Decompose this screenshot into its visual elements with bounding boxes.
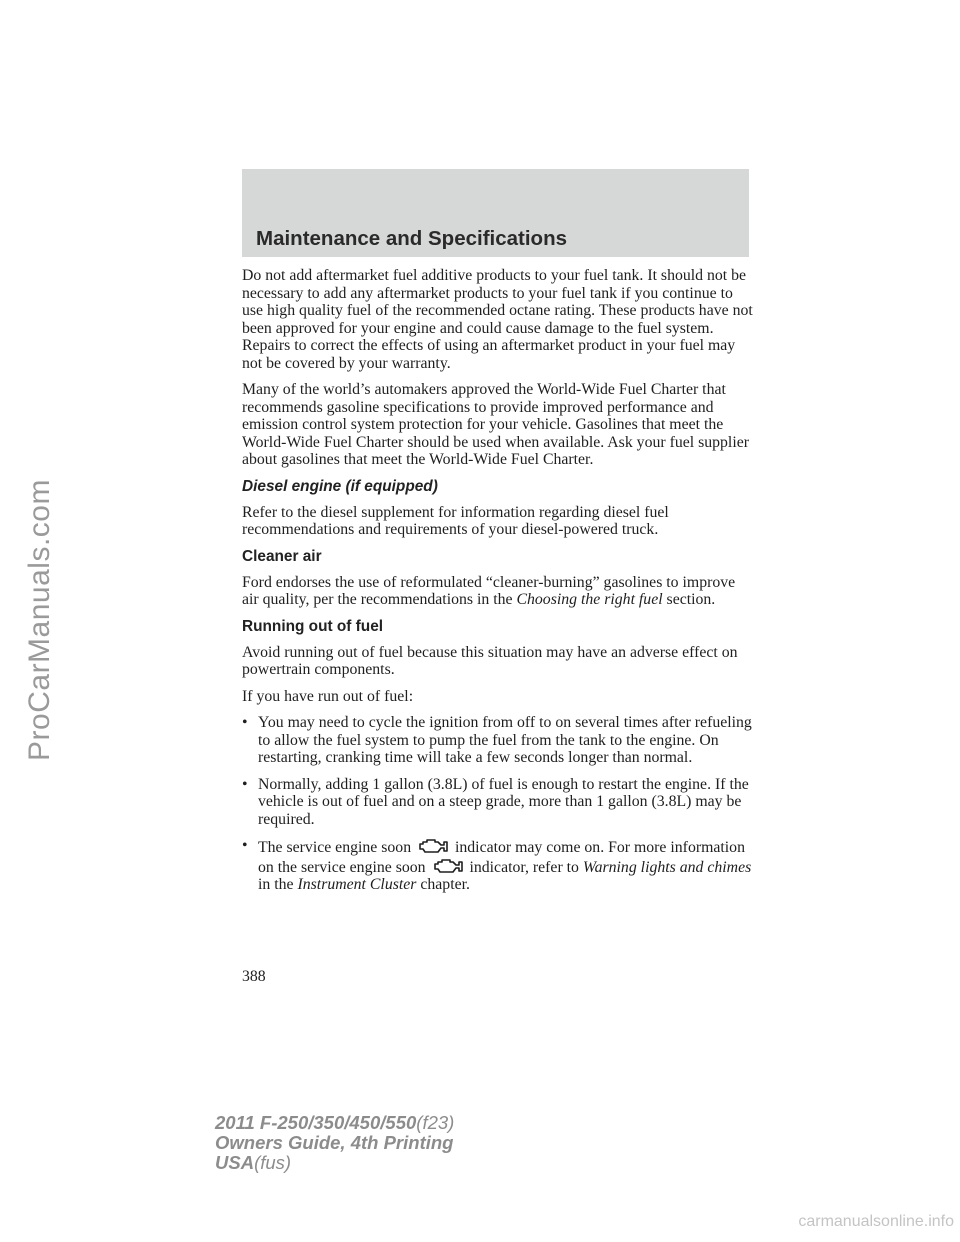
side-watermark bbox=[0, 0, 60, 1242]
heading-diesel-engine: Diesel engine (if equipped) bbox=[242, 477, 438, 495]
paragraph-cleaner-air bbox=[242, 574, 754, 609]
heading-running-out: Running out of fuel bbox=[242, 617, 384, 635]
footer-line-region bbox=[215, 1153, 454, 1173]
bullet-list bbox=[242, 714, 754, 894]
bottom-watermark: carmanualsonline.info bbox=[798, 1213, 954, 1230]
page-content bbox=[242, 267, 754, 903]
page-number: 388 bbox=[242, 968, 266, 985]
footer-model-code: (f23) bbox=[416, 1112, 455, 1133]
footer-line-printing: Owners Guide, 4th Printing bbox=[215, 1132, 454, 1153]
cleaner-air-tail: section. bbox=[666, 591, 716, 608]
list-item bbox=[242, 837, 754, 894]
warning-lights-reference: Warning lights and chimes bbox=[582, 858, 752, 876]
bullet-marker: • bbox=[242, 837, 248, 854]
paragraph-diesel: Refer to the diesel supplement for information regarding diesel fuel recommendations and requirements of your diesel-powered truck. bbox=[242, 503, 669, 538]
choosing-fuel-reference: Choosing the right fuel bbox=[516, 591, 663, 608]
paragraph-additives: Do not add aftermarket fuel additive products to your fuel tank. It should not be necessary to add any aftermarket products to your fuel tank if you continue to use high quality fuel of the recommended octane rating. These products have not been approved for your engine and could cause damage to the fuel system. Repairs to correct the effects of using an aftermarket product in your fuel may not be covered by your warranty. bbox=[242, 267, 753, 372]
side-watermark-text: ProCarManuals.com bbox=[23, 479, 56, 761]
check-engine-icon bbox=[432, 857, 464, 875]
section-title: Maintenance and Specifications bbox=[256, 227, 567, 250]
instrument-cluster-reference: Instrument Cluster bbox=[297, 876, 417, 893]
footer-region: USA bbox=[215, 1152, 255, 1173]
footer-region-code: (fus) bbox=[254, 1152, 292, 1173]
bullet-text-service-c: indicator, refer to bbox=[469, 858, 579, 876]
heading-cleaner-air: Cleaner air bbox=[242, 547, 322, 565]
cleaner-air-text: Ford endorses the use of reformulated “cleaner-burning” gasolines to improve air quality, per the recommendations in the bbox=[242, 573, 736, 608]
footer-edition-info bbox=[215, 1113, 454, 1173]
check-engine-icon bbox=[417, 837, 449, 855]
bullet-text-service-e: chapter. bbox=[420, 876, 470, 893]
footer-line-model bbox=[215, 1113, 454, 1133]
footer-model: 2011 F-250/350/450/550 bbox=[215, 1112, 417, 1133]
paragraph-fuel-charter: Many of the world’s automakers approved the World-Wide Fuel Charter that recommends gasoline specifications to provide improved performance and emission control system protection for your vehicle. Gasolines that meet the World-Wide Fuel Charter should be used when available. Ask your fuel supplier about gasolines that meet the World-Wide Fuel Charter. bbox=[242, 381, 749, 468]
bullet-text-gallon: Normally, adding 1 gallon (3.8L) of fuel is enough to restart the engine. If the vehicle is out of fuel and on a steep grade, more than 1 gallon (3.8L) may be required. bbox=[258, 775, 749, 828]
bullet-marker: • bbox=[242, 775, 248, 793]
paragraph-running-out: Avoid running out of fuel because this situation may have an adverse effect on powertrain components. bbox=[242, 643, 738, 678]
list-item bbox=[242, 714, 754, 767]
bullet-marker: • bbox=[242, 714, 248, 731]
bullet-text-service-b: indicator may come on. For more information on the service engine soon bbox=[258, 839, 745, 876]
bullet-text-service-d: in the bbox=[258, 876, 294, 893]
list-item bbox=[242, 776, 754, 829]
paragraph-if-run-out: If you have run out of fuel: bbox=[242, 687, 414, 705]
bullet-text-service-a: The service engine soon bbox=[258, 839, 412, 856]
bullet-text-ignition: You may need to cycle the ignition from off to on several times after refueling to allow the fuel system to pump the fuel from the tank to the engine. On restarting, cranking time will take a few seconds longer than normal. bbox=[258, 714, 752, 766]
section-header-band bbox=[242, 169, 749, 257]
